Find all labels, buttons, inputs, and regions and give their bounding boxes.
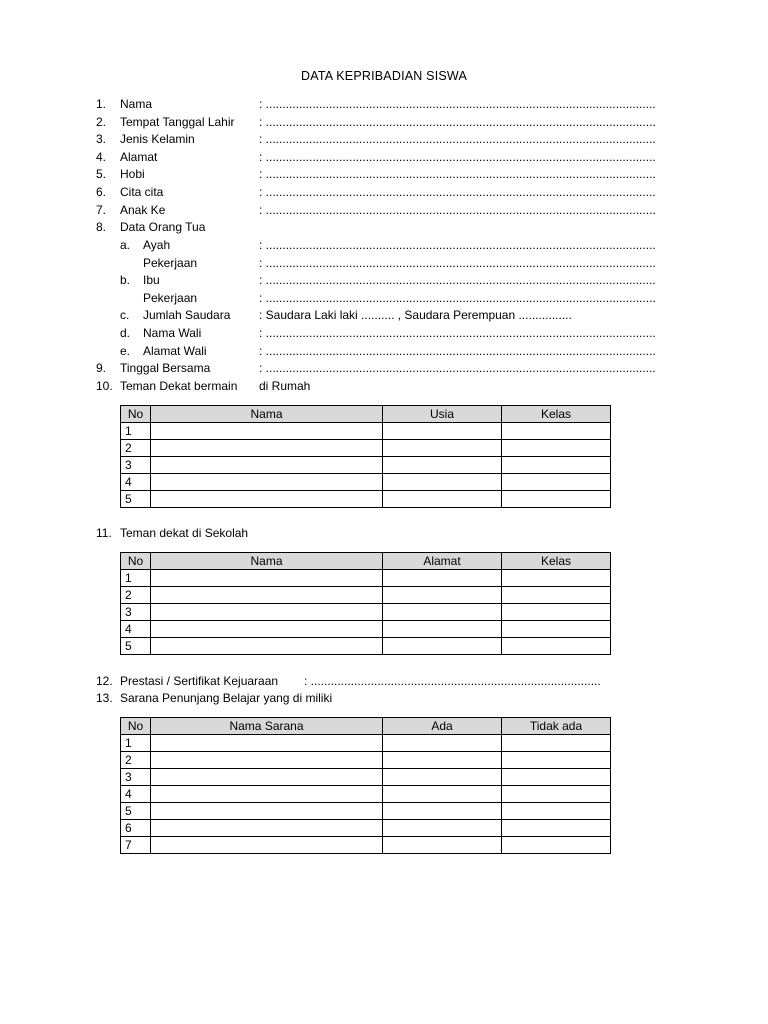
column-header: Kelas: [502, 406, 611, 423]
field-teman-sekolah: [0, 525, 768, 542]
table-cell[interactable]: [383, 423, 502, 440]
field-value[interactable]: : .....................................................................................................................: [259, 202, 656, 217]
field-label: Pekerjaan: [143, 255, 198, 270]
column-header: Kelas: [502, 553, 611, 570]
table-cell[interactable]: [383, 752, 502, 769]
field-label: Teman dekat di Sekolah: [120, 526, 249, 540]
table-cell[interactable]: [383, 786, 502, 803]
field-value[interactable]: : .....................................................................................................................: [259, 238, 656, 252]
table-cell[interactable]: [383, 837, 502, 854]
table-cell[interactable]: [151, 837, 383, 854]
table-cell[interactable]: [383, 570, 502, 587]
table-cell[interactable]: [383, 587, 502, 604]
table-row: [121, 837, 611, 854]
page-title: DATA KEPRIBADIAN SISWA: [300, 69, 467, 83]
table-cell[interactable]: [383, 803, 502, 820]
column-header: Ada: [383, 718, 502, 735]
table-cell[interactable]: [151, 604, 383, 621]
field-label: Ayah: [143, 238, 171, 252]
field-teman-rumah: [0, 378, 768, 395]
orang-tua-row: [0, 272, 768, 289]
row-number: 2: [121, 587, 151, 604]
row-number: 2: [121, 752, 151, 769]
sub-letter: d.: [120, 326, 131, 340]
field-row: [0, 166, 768, 183]
row-number: 1: [121, 570, 151, 587]
table-cell[interactable]: [151, 638, 383, 655]
table-cell[interactable]: [383, 491, 502, 508]
field-label: Teman Dekat bermain: [120, 379, 238, 393]
field-label: Nama Wali: [143, 326, 202, 340]
table-cell[interactable]: [383, 457, 502, 474]
row-number: 2: [121, 440, 151, 457]
table-row: [121, 735, 611, 752]
row-number: 5: [121, 491, 151, 508]
orang-tua-row: [0, 290, 768, 307]
field-row: [0, 202, 768, 219]
table-row: [121, 570, 611, 587]
field-value[interactable]: : .....................................................................................................................: [259, 114, 656, 129]
table-cell[interactable]: [383, 474, 502, 491]
row-number: 4: [121, 621, 151, 638]
column-header: Nama: [151, 553, 383, 570]
sub-letter: b.: [120, 273, 131, 288]
field-number: 12.: [96, 674, 113, 688]
table-cell[interactable]: [151, 820, 383, 837]
table-cell[interactable]: [151, 474, 383, 491]
field-tinggal-bersama: [0, 360, 768, 377]
sarana-table: [120, 717, 611, 854]
field-label: Prestasi / Sertifikat Kejuaraan: [120, 674, 279, 688]
table-cell[interactable]: [383, 440, 502, 457]
table-cell[interactable]: [502, 587, 611, 604]
column-header: Usia: [383, 406, 502, 423]
field-label: Alamat Wali: [143, 343, 207, 358]
table-cell[interactable]: [151, 803, 383, 820]
field-number: 4.: [96, 149, 107, 164]
column-header: Tidak ada: [502, 718, 611, 735]
field-label: Ibu: [143, 273, 160, 288]
table-cell[interactable]: [151, 570, 383, 587]
row-number: 3: [121, 457, 151, 474]
table-header-row: [121, 406, 611, 423]
row-number: 5: [121, 803, 151, 820]
row-number: 4: [121, 786, 151, 803]
field-label: Nama: [120, 97, 153, 111]
table-row: [121, 752, 611, 769]
table-cell[interactable]: [151, 786, 383, 803]
sub-letter: a.: [120, 238, 131, 252]
row-number: 1: [121, 735, 151, 752]
field-number: 1.: [96, 97, 107, 111]
table-cell[interactable]: [502, 423, 611, 440]
field-orang-tua: [0, 219, 768, 236]
column-header: No: [121, 553, 151, 570]
teman-sekolah-table: [120, 552, 611, 655]
field-number: 3.: [96, 132, 107, 147]
field-value[interactable]: : .....................................................................................................................: [259, 290, 656, 305]
field-number: 6.: [96, 185, 107, 199]
orang-tua-row: [0, 237, 768, 254]
table-cell[interactable]: [502, 621, 611, 638]
field-row: [0, 149, 768, 166]
table-row: [121, 491, 611, 508]
field-row: [0, 114, 768, 131]
field-label: Alamat: [120, 149, 158, 164]
row-number: 7: [121, 837, 151, 854]
column-header: No: [121, 406, 151, 423]
table-cell[interactable]: [151, 769, 383, 786]
field-value[interactable]: : .....................................................................................................................: [259, 97, 656, 111]
table-cell[interactable]: [383, 638, 502, 655]
field-number: 5.: [96, 167, 107, 182]
table-cell[interactable]: [502, 457, 611, 474]
table-cell[interactable]: [151, 621, 383, 638]
orang-tua-row: [0, 343, 768, 360]
field-value[interactable]: : .......................................................................................: [304, 674, 601, 688]
row-number: 6: [121, 820, 151, 837]
field-label: Jumlah Saudara: [143, 308, 231, 323]
table-cell[interactable]: [502, 440, 611, 457]
table-cell[interactable]: [502, 491, 611, 508]
table-row: [121, 803, 611, 820]
orang-tua-row: [0, 307, 768, 324]
field-label: Hobi: [120, 167, 145, 182]
row-number: 5: [121, 638, 151, 655]
table-cell[interactable]: [151, 735, 383, 752]
field-label: Sarana Penunjang Belajar yang di miliki: [120, 691, 333, 705]
field-value[interactable]: : .....................................................................................................................: [259, 326, 656, 340]
table-cell[interactable]: [502, 837, 611, 854]
field-sarana: [0, 690, 768, 707]
sub-letter: c.: [120, 308, 130, 323]
table-cell[interactable]: [502, 570, 611, 587]
column-header: Alamat: [383, 553, 502, 570]
field-number: 2.: [96, 114, 107, 129]
orang-tua-row: [0, 325, 768, 342]
table-row: [121, 587, 611, 604]
field-number: 7.: [96, 202, 107, 217]
table-cell[interactable]: [502, 769, 611, 786]
field-value[interactable]: : .....................................................................................................................: [259, 132, 656, 147]
field-row: [0, 96, 768, 113]
table-cell[interactable]: [502, 803, 611, 820]
field-label: Tempat Tanggal Lahir: [120, 114, 235, 129]
table-cell[interactable]: [502, 638, 611, 655]
table-header-row: [121, 553, 611, 570]
table-cell[interactable]: [151, 457, 383, 474]
field-value[interactable]: : .....................................................................................................................: [259, 273, 656, 288]
field-value[interactable]: : .....................................................................................................................: [259, 361, 656, 375]
field-label: Anak Ke: [120, 202, 166, 217]
field-value[interactable]: : .....................................................................................................................: [259, 167, 656, 182]
table-row: [121, 769, 611, 786]
table-cell[interactable]: [502, 474, 611, 491]
table-row: [121, 786, 611, 803]
table-cell[interactable]: [502, 786, 611, 803]
field-label: Jenis Kelamin: [120, 132, 195, 147]
table-cell[interactable]: [383, 769, 502, 786]
table-row: [121, 440, 611, 457]
column-header: Nama Sarana: [151, 718, 383, 735]
field-row: [0, 131, 768, 148]
table-cell[interactable]: [383, 604, 502, 621]
column-header: Nama: [151, 406, 383, 423]
table-cell[interactable]: [502, 820, 611, 837]
table-cell[interactable]: [502, 752, 611, 769]
field-label: Tinggal Bersama: [120, 361, 211, 375]
sub-letter: e.: [120, 343, 131, 358]
table-row: [121, 457, 611, 474]
table-cell[interactable]: [502, 735, 611, 752]
field-number: 11.: [96, 526, 112, 540]
row-number: 1: [121, 423, 151, 440]
field-number: 10.: [96, 379, 113, 393]
table-row: [121, 820, 611, 837]
teman-rumah-table: [120, 405, 611, 508]
field-number: 13.: [96, 691, 113, 705]
table-cell[interactable]: [383, 621, 502, 638]
field-label: Cita cita: [120, 185, 164, 199]
field-label-extra: di Rumah: [259, 379, 311, 393]
row-number: 4: [121, 474, 151, 491]
field-value[interactable]: : .....................................................................................................................: [259, 343, 656, 358]
field-prestasi: [0, 673, 768, 690]
field-label: Data Orang Tua: [120, 220, 206, 234]
field-row: [0, 184, 768, 201]
row-number: 3: [121, 604, 151, 621]
table-cell[interactable]: [151, 752, 383, 769]
field-number: 8.: [96, 220, 107, 234]
table-cell[interactable]: [502, 604, 611, 621]
field-value[interactable]: : Saudara Laki laki .......... , Saudara Perempuan ................: [259, 308, 572, 323]
table-header-row: [121, 718, 611, 735]
table-row: [121, 604, 611, 621]
field-number: 9.: [96, 361, 107, 375]
column-header: No: [121, 718, 151, 735]
table-cell[interactable]: [151, 587, 383, 604]
table-cell[interactable]: [151, 423, 383, 440]
orang-tua-row: [0, 255, 768, 272]
table-row: [121, 474, 611, 491]
table-cell[interactable]: [151, 491, 383, 508]
table-cell[interactable]: [383, 735, 502, 752]
table-row: [121, 621, 611, 638]
row-number: 3: [121, 769, 151, 786]
table-row: [121, 423, 611, 440]
field-value[interactable]: : .....................................................................................................................: [259, 149, 656, 164]
field-value[interactable]: : .....................................................................................................................: [259, 255, 656, 270]
table-cell[interactable]: [383, 820, 502, 837]
table-cell[interactable]: [151, 440, 383, 457]
field-label: Pekerjaan: [143, 290, 198, 305]
table-row: [121, 638, 611, 655]
field-value[interactable]: : .....................................................................................................................: [259, 185, 656, 199]
